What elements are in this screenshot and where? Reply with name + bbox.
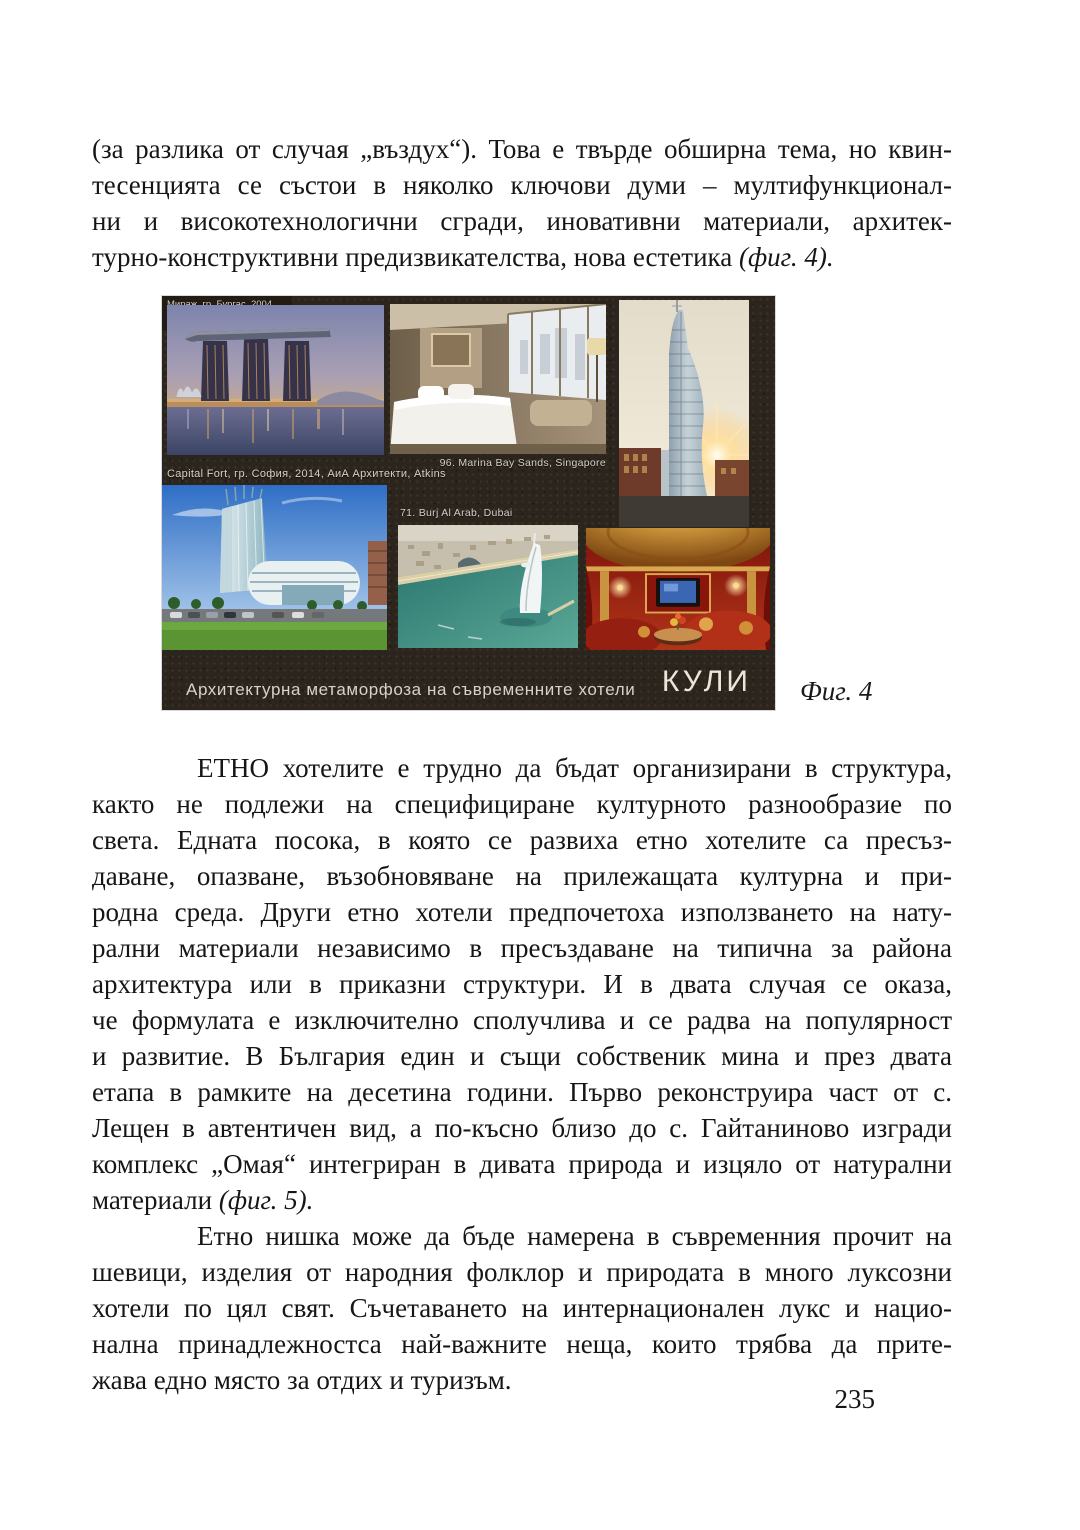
marina-bay-sands-illustration bbox=[167, 305, 384, 455]
body-text-line bbox=[92, 239, 952, 275]
body-text-line: Лещен в автентичен вид, а по-късно близо до с. Гайтаниново изгради bbox=[92, 1113, 952, 1143]
body-text-line: че формулата е изключително сполучлива и се радва на популярност bbox=[92, 1005, 952, 1035]
body-text-line: хотели по цял свят. Съчетаването на интернационален лукс и нацио- bbox=[92, 1293, 952, 1323]
marina-bay-sands-night-photo bbox=[167, 305, 384, 455]
body-text-line bbox=[92, 1182, 952, 1218]
body-text-line: шевици, изделия от народния фолклор и природата в много луксозни bbox=[92, 1257, 952, 1287]
red-interior-illustration bbox=[586, 528, 770, 650]
body-text-line: рални материали независимо в пресъздаване на типична за района bbox=[92, 933, 952, 963]
capital-fort-illustration bbox=[162, 485, 387, 650]
paragraph-3 bbox=[92, 1218, 952, 1398]
body-text-line: Етно нишка може да бъде намерена в съвременния прочит на bbox=[197, 1221, 952, 1251]
paragraph-2 bbox=[92, 750, 952, 1218]
body-text-line: ни и високотехнологични сгради, иновативни материали, архитек- bbox=[92, 206, 952, 236]
burj-al-arab-illustration bbox=[398, 525, 578, 648]
collage-banner-brand: КУЛИ bbox=[661, 665, 751, 698]
luxury-red-interior-photo bbox=[586, 528, 770, 650]
burj-al-arab-dubai-photo bbox=[398, 525, 578, 648]
caption-burj-al-arab: 71. Burj Al Arab, Dubai bbox=[400, 507, 513, 519]
body-text-line: ЕТНО хотелите е трудно да бъдат организирани в структура, bbox=[197, 753, 952, 783]
body-text-segment: турно-конструктивни предизвикателства, нова естетика bbox=[92, 242, 739, 272]
caption-capital-fort: Capital Fort, гр. София, 2014, АиА Архитекти, Atkins bbox=[167, 468, 446, 480]
body-text-line: жава едно място за отдих и туризъм. bbox=[92, 1365, 512, 1395]
body-text-line: комплекс „Омая“ интегриран в дивата природа и изцяло от натурални bbox=[92, 1149, 952, 1179]
caption-marina-bay-sands: 96. Marina Bay Sands, Singapore bbox=[439, 457, 606, 469]
body-text-line: етапа в рамките на десетина години. Първо реконструира част от с. bbox=[92, 1077, 952, 1107]
figure-4-collage bbox=[162, 296, 775, 710]
figure-reference: (фиг. 4). bbox=[738, 242, 834, 272]
figure-4-caption: Фиг. 4 bbox=[800, 676, 873, 706]
hotel-room-illustration bbox=[390, 304, 606, 454]
body-text-line: както не подлежи на специфициране културното разнообразие по bbox=[92, 789, 952, 819]
hotel-room-interior-photo bbox=[390, 304, 606, 454]
page-number: 235 bbox=[834, 1384, 875, 1414]
burgas-tower-illustration bbox=[619, 300, 749, 527]
body-text-line: тесенцията се състои в няколко ключови думи – мултифункционал- bbox=[92, 170, 952, 200]
body-text-line: (за разлика от случая „въздух“). Това е твърде обширна тема, но квин- bbox=[92, 134, 952, 164]
body-text-line: даване, опазване, възобновяване на прилежащата културна и при- bbox=[92, 861, 952, 891]
body-text-line: нална принадлежностса най-важните неща, които трябва да прите- bbox=[92, 1329, 952, 1359]
body-text-line: света. Едната посока, в която се развиха етно хотелите са пресъз- bbox=[92, 825, 952, 855]
body-text-line: родна среда. Други етно хотели предпочетоха използването на нату- bbox=[92, 897, 952, 927]
capital-fort-sofia-photo bbox=[162, 485, 387, 650]
figure-reference: (фиг. 5). bbox=[218, 1185, 314, 1215]
collage-banner-title: Архитектурна метаморфоза на съвременните хотели bbox=[186, 680, 636, 699]
body-text-line: архитектура или в приказни структури. И в двата случая се оказа, bbox=[92, 969, 952, 999]
body-text-line: и развитие. В България един и същи собственик мина и през двата bbox=[92, 1041, 952, 1071]
burgas-mirage-tower-photo bbox=[619, 300, 749, 527]
body-text-segment: материали bbox=[92, 1185, 219, 1215]
paragraph-1 bbox=[92, 131, 952, 275]
